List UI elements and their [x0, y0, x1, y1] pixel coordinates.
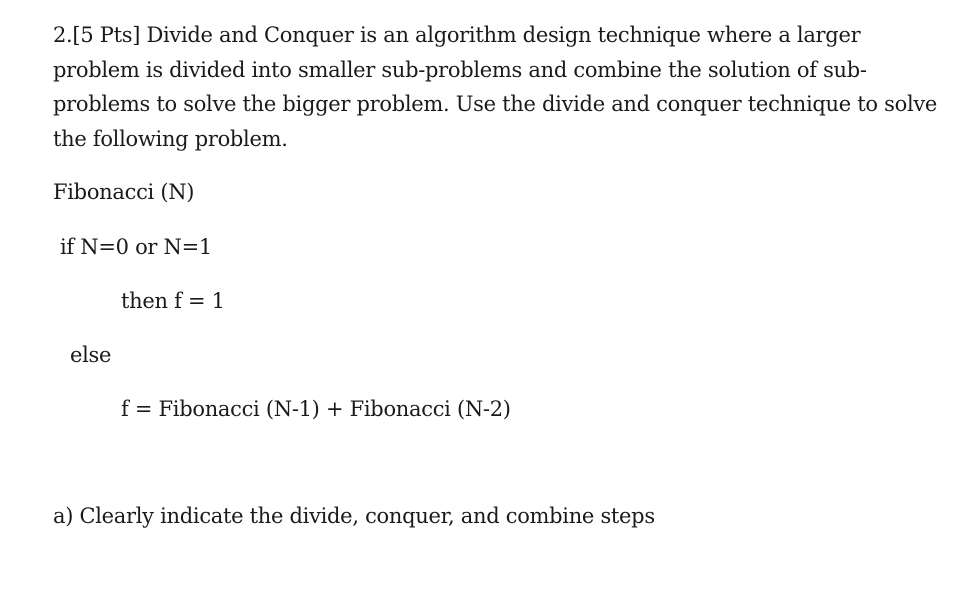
question-intro-paragraph: 2.[5 Pts] Divide and Conquer is an algorithm design technique where a larger problem is divided into smaller sub-problems and combine the solution of sub-problems to solve the bigger problem. Use the divide and conquer technique to solve the following problem. — [53, 23, 938, 151]
subquestion-a: a) Clearly indicate the divide, conquer, and combine steps — [53, 504, 655, 528]
pseudocode-then-line: then f = 1 — [121, 289, 225, 313]
pseudocode-else-line: else — [70, 343, 112, 367]
pseudocode-recursive-line: f = Fibonacci (N-1) + Fibonacci (N-2) — [121, 397, 511, 421]
pseudocode-if-line: if N=0 or N=1 — [60, 235, 212, 259]
pseudocode-function-header: Fibonacci (N) — [53, 180, 195, 204]
